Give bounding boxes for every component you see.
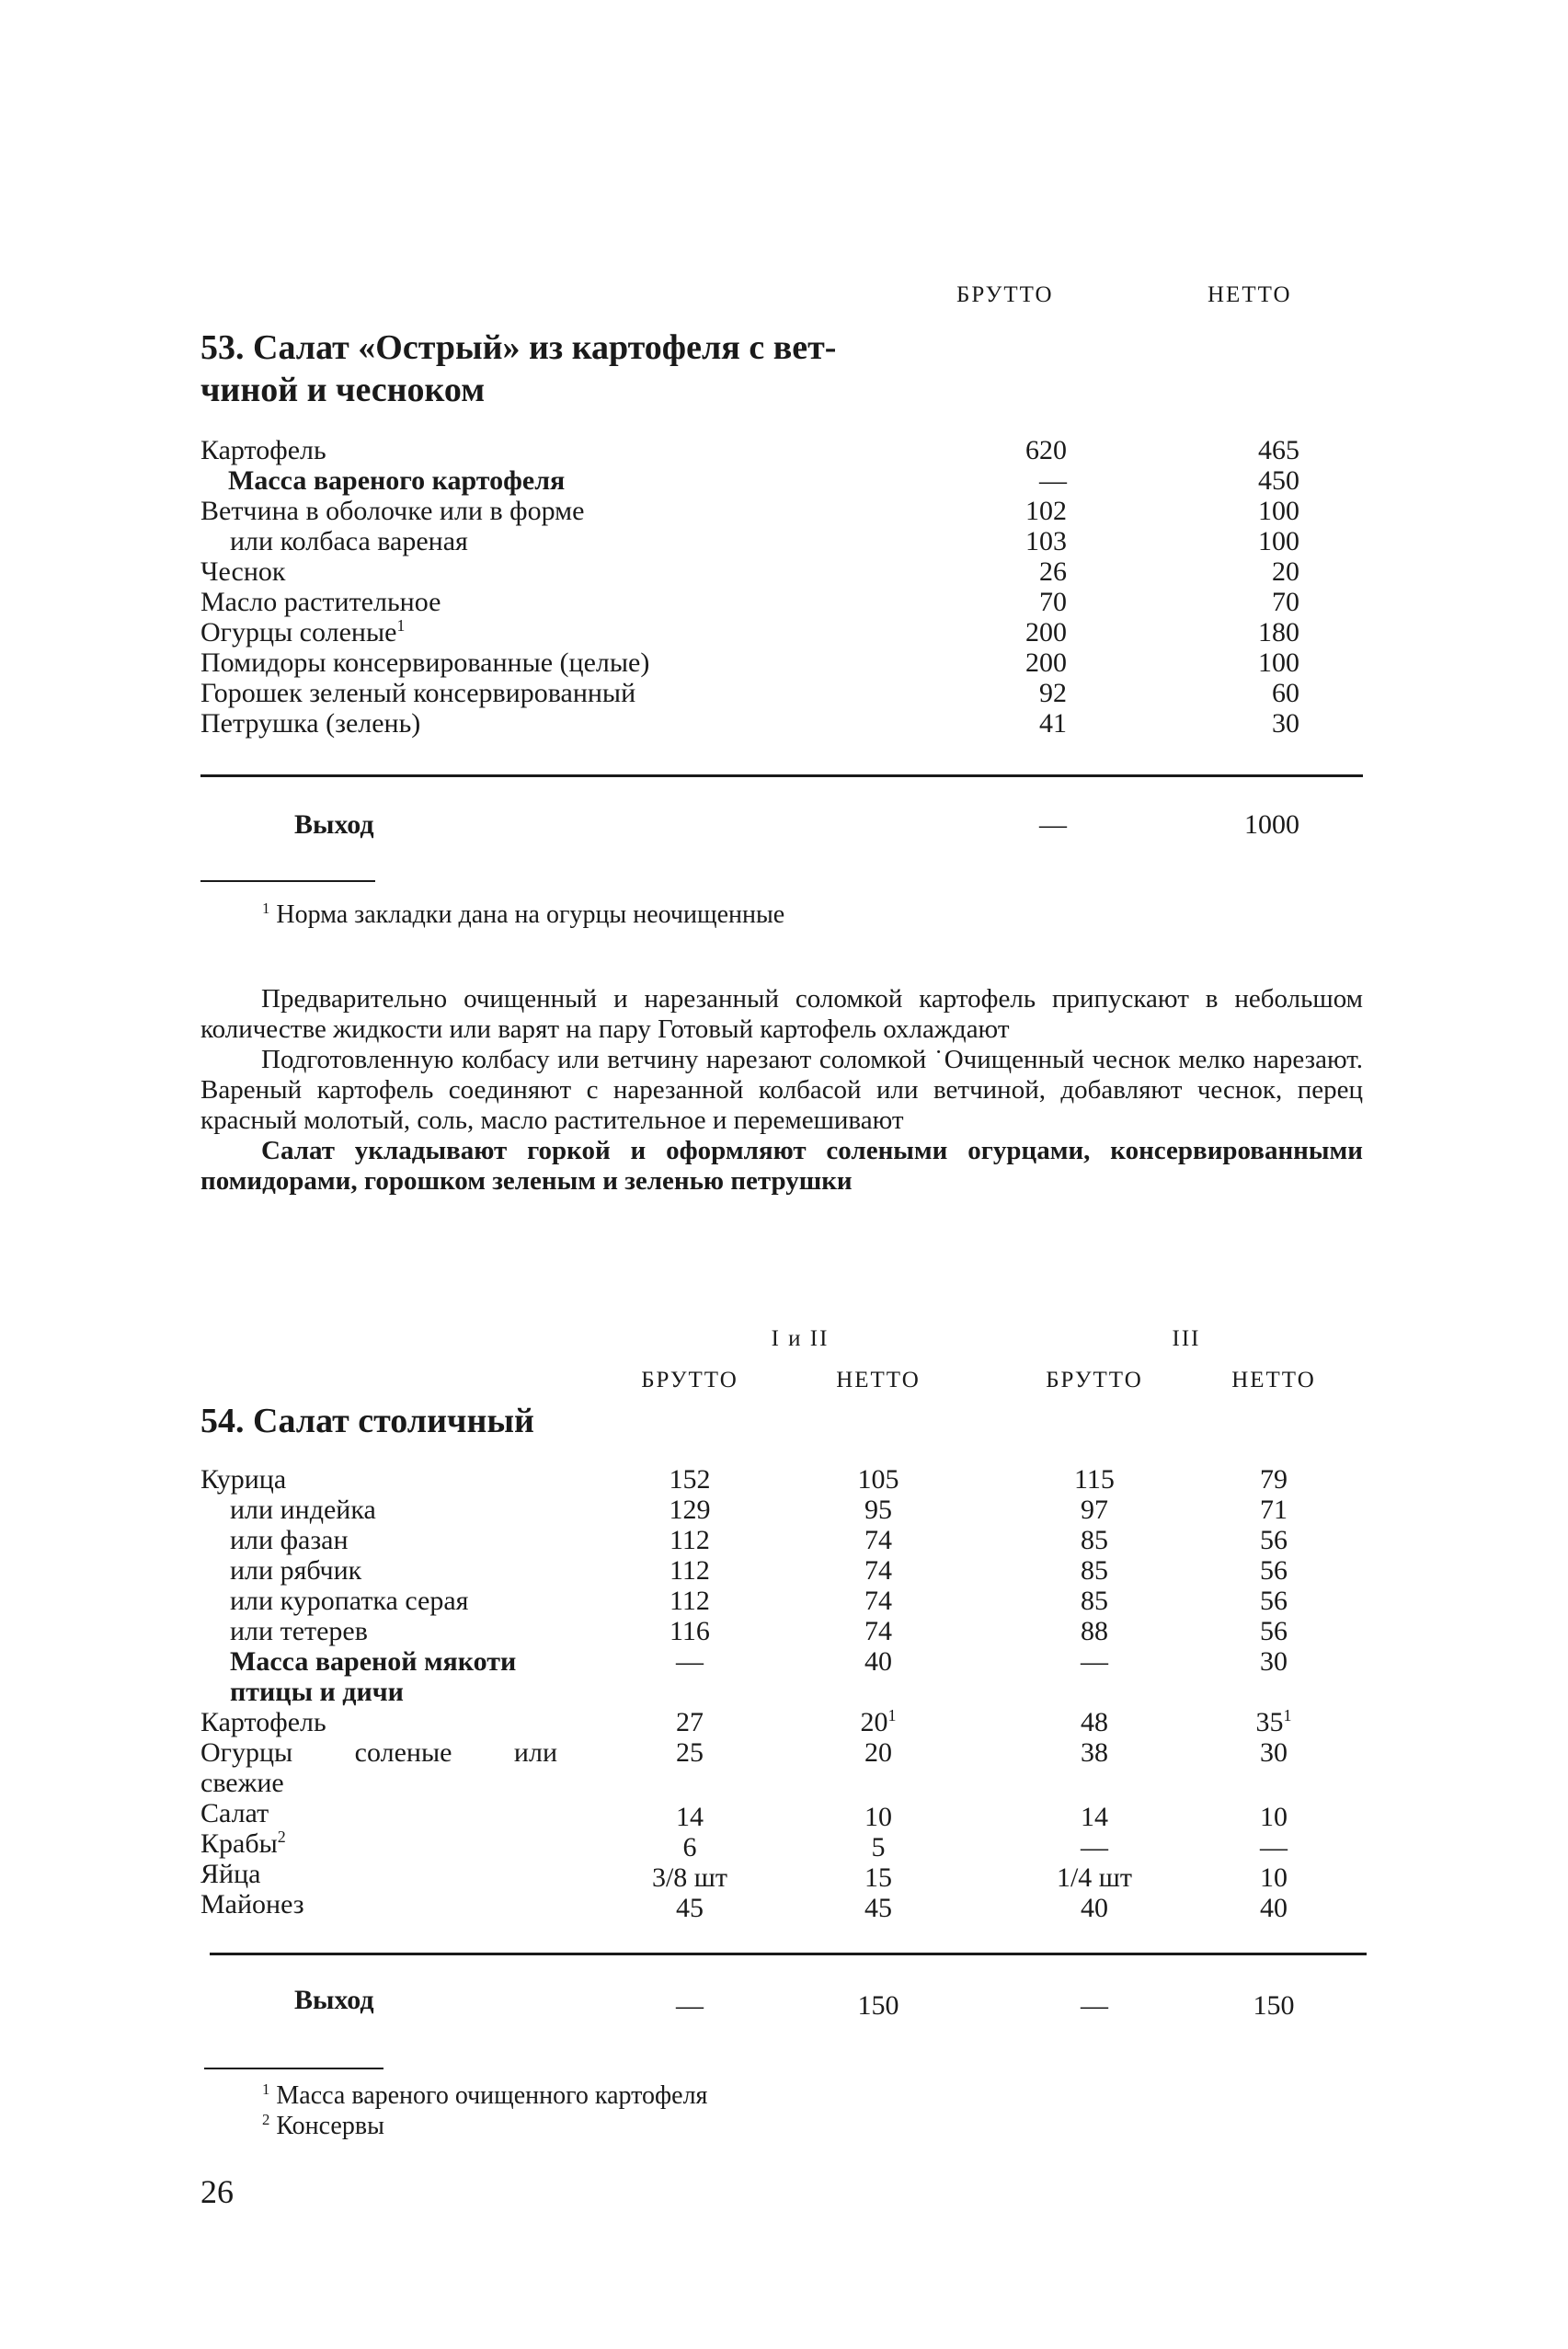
col-brutto-header: БРУТТО — [641, 1368, 738, 1392]
paragraph: Салат укладывают горкой и оформляют солеными огурцами, консервированными помидорами, горошком зеленым и зеленью петрушки — [200, 1136, 1363, 1196]
table-row: Огурцы соленые или свежие 25 20 38 30 — [200, 1737, 1288, 1798]
table-row: Огурцы соленые$^1$ 200 180 — [200, 616, 1299, 647]
col-netto-header: НЕТТО — [1207, 282, 1292, 307]
table-row: или индейка 129 95 97 71 — [230, 1495, 1288, 1525]
recipe-53-instructions — [200, 984, 1363, 1197]
group-header-1: I и II — [771, 1326, 830, 1351]
table-divider — [200, 774, 1363, 777]
table-row: Майонез 45 45 40 40 — [200, 1889, 1288, 1923]
table-row: или колбаса вареная 103 100 — [230, 526, 1299, 556]
page-number: 26 — [200, 2173, 234, 2210]
footnote: $^1$ Норма закладки дана на огурцы неочищенные — [262, 899, 785, 929]
table-row: Чеснок 26 20 — [200, 556, 1299, 587]
yield-row: Выход — 1000 — [294, 809, 1299, 840]
col-netto-header: НЕТТО — [836, 1368, 921, 1392]
table-row: Горошек зеленый консервированный 92 60 — [200, 678, 1299, 708]
table-row: Картофель 620 465 — [200, 435, 1299, 465]
yield-row: Выход — 150 — 150 — [294, 1985, 1295, 2021]
col-brutto-header: БРУТТО — [956, 282, 1054, 307]
table-divider — [210, 1953, 1367, 1955]
table-row: Ветчина в оболочке или в форме 102 100 — [200, 496, 1299, 526]
table-row: Крабы$^2$ 6 5 — — — [200, 1828, 1288, 1862]
footnote-ref: 1 — [396, 616, 406, 636]
table-row: Салат 14 10 14 10 — [200, 1798, 1288, 1832]
table-row: Петрушка (зелень) 41 30 — [200, 708, 1299, 739]
table-row: или тетерев 116 74 88 56 — [230, 1616, 1288, 1646]
table-row: Яйца 3/8 шт 15 1/4 шт 10 — [200, 1859, 1288, 1893]
footnote: $^1$ Масса вареного очищенного картофеля — [262, 2080, 708, 2110]
footnote-ref: 1 — [1283, 1706, 1292, 1725]
paragraph: Предварительно очищенный и нарезанный соломкой картофель припускают в небольшом количестве жидкости или варят на пару Готовый картофель охлаждают — [200, 984, 1363, 1044]
recipe-54-title: 54. Салат столичный — [200, 1402, 534, 1440]
table-row: или фазан 112 74 85 56 — [230, 1525, 1288, 1555]
recipe-53-title: 53. Салат «Острый» из картофеля с вет- чиной и чесноком — [200, 328, 837, 409]
table-row: Масса вареной мякоти птицы и дичи — 40 — 30 — [230, 1646, 1288, 1707]
paragraph: Подготовленную колбасу или ветчину нарезают соломкой ˙Очищенный чеснок мелко нарезают. Вареный картофель соединяют с нарезанной колбасой или ветчиной, добавляют чеснок, перец красный молотый, соль, масло растительное и перемешивают — [200, 1045, 1363, 1135]
footnote-ref: 1 — [887, 1706, 897, 1725]
table-row: Масло растительное 70 70 — [200, 587, 1299, 617]
footnote: $^2$ Консервы — [262, 2110, 384, 2140]
footnote-separator — [204, 2068, 383, 2069]
footnote-ref: 2 — [277, 1828, 286, 1847]
table-row: Курица 152 105 115 79 — [200, 1464, 1288, 1495]
table-row: Масса вареного картофеля — 450 — [228, 465, 1299, 496]
col-brutto-header: БРУТТО — [1046, 1368, 1143, 1392]
footnote-separator — [200, 880, 375, 882]
table-row: Картофель 27 $20^1$ 48 $35^1$ — [200, 1706, 1292, 1737]
group-header-2: III — [1172, 1326, 1201, 1351]
table-row: или куропатка серая 112 74 85 56 — [230, 1586, 1288, 1616]
table-row: или рябчик 112 74 85 56 — [230, 1555, 1288, 1586]
col-netto-header: НЕТТО — [1231, 1368, 1316, 1392]
table-row: Помидоры консервированные (целые) 200 100 — [200, 647, 1299, 678]
